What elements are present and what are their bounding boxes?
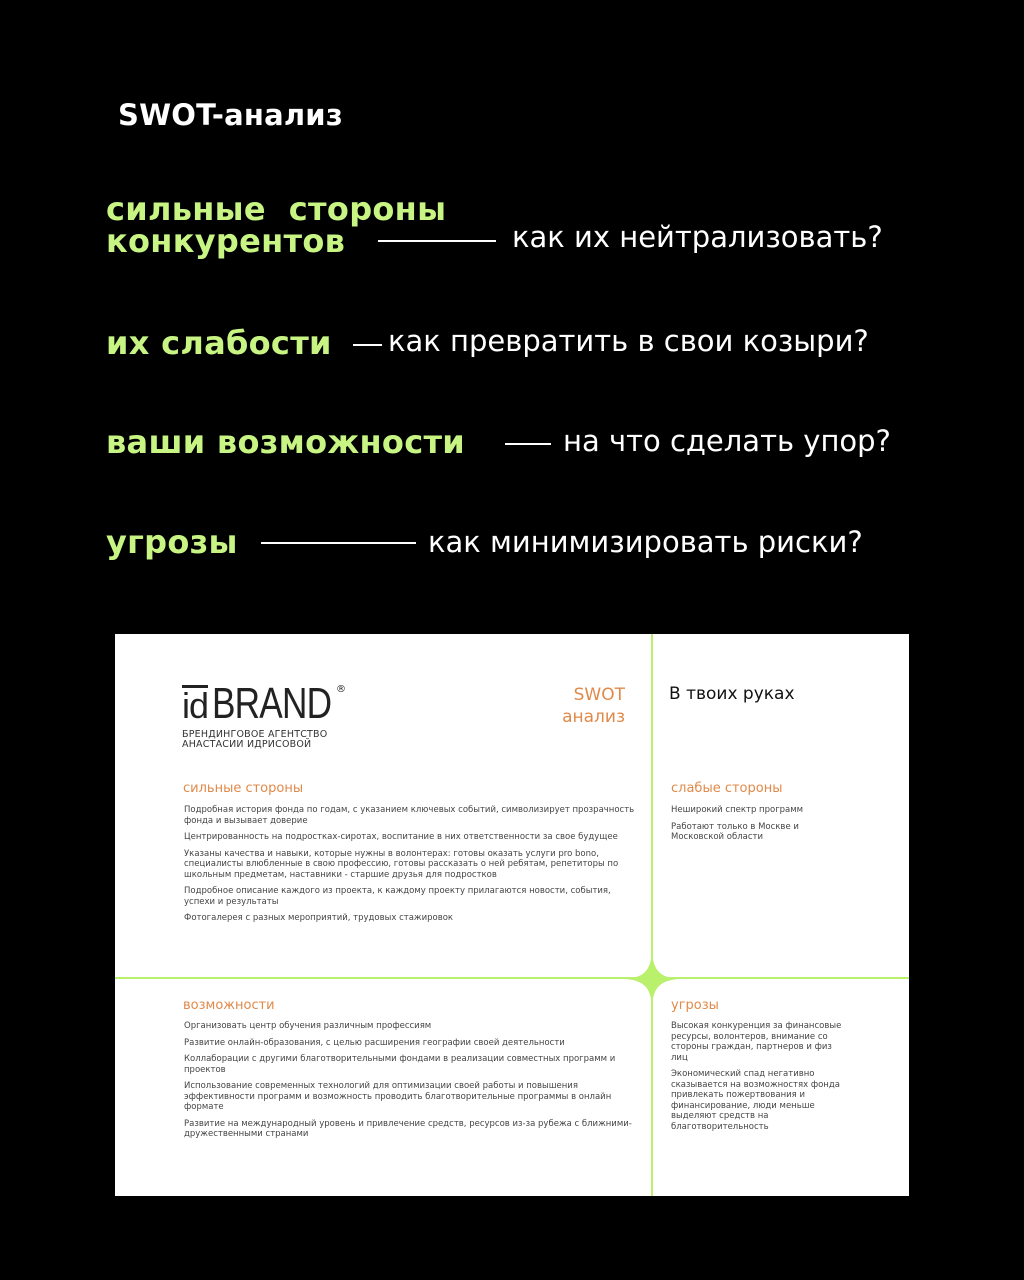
list-item: Фотогалерея с разных мероприятий, трудовых стажировок	[184, 913, 454, 923]
logo-subtitle-2: АНАСТАСИИ ИДРИСОВОЙ	[182, 739, 312, 750]
weaknesses-title: слабые стороны	[671, 781, 783, 796]
brand-logo	[182, 679, 361, 750]
opportunities-list	[184, 1021, 639, 1146]
hands-heading: В твоих руках	[669, 684, 795, 704]
divider-line	[505, 443, 551, 445]
list-item: Экономический спад негативно сказывается на возможностях фонда привлекать пожертвования и финансирование, люди меньше выделяют средств на благотворительность	[671, 1069, 840, 1132]
logo-subtitle-1: БРЕНДИНГОВОЕ АГЕНТСТВО	[182, 729, 328, 740]
logo-id: id	[182, 685, 209, 726]
list-item: Высокая конкуренция за финансовые ресурсы, волонтеров, внимание со стороны граждан, партнеров и физ лиц	[671, 1021, 842, 1063]
list-item: Подробная история фонда по годам, с указанием ключевых событий, символизирует прозрачность фонда и вызывает доверие	[184, 805, 635, 826]
threats-label: угрозы	[106, 523, 238, 561]
strengths-label-line2: конкурентов	[106, 222, 346, 260]
threats-list	[671, 1021, 846, 1138]
swot-heading-line2: анализ	[562, 707, 625, 727]
list-item: Использование современных технологий для оптимизации своей работы и повышения эффективности программ и возможность проводить благотворительные программы в онлайн формате	[184, 1081, 612, 1112]
list-item: Коллаборации с другими благотворительными фондами в реализации совместных программ и проектов	[184, 1054, 616, 1075]
list-item: Организовать центр обучения различным профессиям	[184, 1021, 432, 1031]
opportunities-label: ваши возможности	[106, 423, 466, 461]
list-item: Развитие на международный уровень и привлечение средств, ресурсов из-за рубежа с ближними-дружественными странами	[184, 1118, 632, 1139]
weaknesses-list	[671, 805, 831, 849]
opportunities-title: возможности	[183, 998, 275, 1013]
divider-line	[378, 240, 496, 242]
list-item: Развитие онлайн-образования, с целью расширения географии своей деятельности	[184, 1037, 565, 1048]
weaknesses-label: их слабости	[106, 324, 332, 362]
logo-registered: ®	[336, 684, 346, 695]
swot-heading	[535, 684, 625, 728]
page-title: SWOT-анализ	[118, 98, 343, 132]
threats-question: как минимизировать риски?	[428, 525, 863, 559]
logo-brand: BRAND	[212, 679, 332, 728]
opportunities-question: на что сделать упор?	[563, 424, 891, 458]
list-item: Указаны качества и навыки, которые нужны в волонтерах: готовы оказать услуги pro bono, специалисты влюбленные в свою профессию, готовы рассказать о ней ребятам, репетиторы по школьным предметам, наставники - старшие друзья для подростков	[184, 848, 619, 880]
divider-line	[261, 542, 416, 544]
threats-title: угрозы	[671, 998, 719, 1013]
divider-line	[353, 344, 382, 346]
strengths-title: сильные стороны	[183, 781, 304, 796]
strengths-list	[184, 805, 639, 930]
swot-heading-line1: SWOT	[573, 685, 625, 705]
strengths-question: как их нейтрализовать?	[512, 220, 883, 254]
swot-card	[115, 634, 909, 1196]
strengths-label-line1: сильные стороны	[106, 190, 447, 228]
horizontal-divider	[115, 977, 909, 979]
list-item: Подробное описание каждого из проекта, к каждому проекту прилагаются новости, события, успехи и результаты	[184, 886, 611, 907]
weaknesses-question: как превратить в свои козыри?	[388, 324, 869, 358]
list-item: Неширокий спектр программ	[671, 805, 804, 815]
list-item: Центрированность на подростках-сиротах, воспитание в них ответственности за свое будущее	[184, 832, 618, 842]
list-item: Работают только в Москве и Московской области	[671, 821, 799, 842]
vertical-divider	[651, 634, 653, 1196]
